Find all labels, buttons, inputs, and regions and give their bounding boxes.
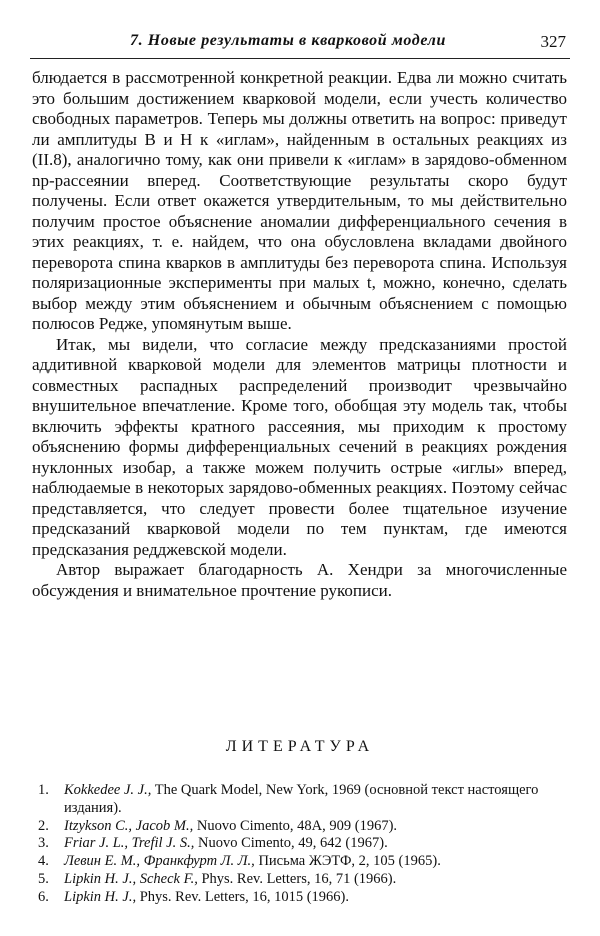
paragraph-acknowledgement: Автор выражает благодарность А. Хендри за многочисленные обсуждения и внимательное прочтение рукописи. [32, 560, 567, 600]
reference-source: Nuovo Cimento, 49, 642 (1967). [194, 835, 388, 852]
references-heading: ЛИТЕРАТУРА [225, 738, 375, 755]
reference-number: 2. [38, 817, 49, 834]
reference-number: 4. [38, 853, 49, 870]
reference-number: 6. [38, 888, 49, 905]
paragraph-summary: Итак, мы видели, что согласие между предсказаниями простой аддитивной кварковой модели для элементов матрицы плотности и совместных распадных распределений производит чрезвычайно внушительное впечатление. Кроме того, обобщая эту модель так, чтобы включить эффекты кратного рассеяния, мы приходим к простому объяснению формы дифференциальных сечений в реакциях рождения нуклонных изобар, а также можем получить острые «иглы» вперед, наблюдаемые в некоторых зарядово-обменных реакциях. Поэтому сейчас представляется, что следует провести более тщательное изучение предсказаний кварковой модели по тем пунктам, где имеются предсказания редджевской модели. [32, 334, 567, 559]
reference-item [38, 818, 568, 836]
reference-number: 3. [38, 835, 49, 852]
page-header [30, 30, 570, 59]
reference-authors: Itzykson C., Jacob M., [64, 817, 194, 834]
reference-source: The Quark Model, New York, 1969 (основной текст настоящего издания). [64, 782, 539, 816]
reference-source: Nuovo Cimento, 48A, 909 (1967). [193, 817, 398, 834]
reference-authors: Lipkin H. J., Scheck F., [64, 870, 198, 887]
running-head: 7. Новые результаты в кварковой модели [130, 32, 446, 49]
reference-item [38, 782, 568, 818]
reference-item [38, 889, 568, 907]
reference-item [38, 853, 568, 871]
reference-source: Phys. Rev. Letters, 16, 1015 (1966). [136, 888, 350, 905]
body-text [32, 68, 567, 601]
reference-authors: Lipkin H. J., [64, 888, 137, 905]
page-number: 327 [540, 32, 566, 51]
reference-authors: Friar J. L., Trefil J. S., [64, 835, 195, 852]
reference-item [38, 835, 568, 853]
reference-item [38, 871, 568, 889]
reference-authors: Kokkedee J. J., [64, 782, 152, 798]
paragraph-continued: блюдается в рассмотренной конкретной реакции. Едва ли можно считать это большим достижением кварковой модели, если учесть количество свободных параметров. Теперь мы должны ответить на вопрос: приведут ли амплитуды B и H к «иглам», найденным в остальных реакциях из (II.8), аналогично тому, как они привели к «иглам» в зарядово-обменном np-рассеянии вперед. Соответствующие результаты скоро будут получены. Если ответ окажется утвердительным, то мы действительно получим простое объяснение аномалии дифференциального сечения в этих реакциях, т. е. найдем, что она обусловлена вкладами двойного переворота спина кварков в амплитуды без переворота спина. Используя поляризационные эксперименты при малых t, можно, конечно, сделать выбор между этим объяснением и обычным объяснением с помощью полюсов Редже, упомянутым выше. [32, 68, 567, 333]
references-list [38, 782, 568, 907]
reference-authors: Левин Е. М., Франкфурт Л. Л., [64, 853, 255, 870]
reference-source: Письма ЖЭТФ, 2, 105 (1965). [254, 853, 441, 870]
reference-number: 1. [38, 782, 49, 798]
reference-number: 5. [38, 870, 49, 887]
reference-source: Phys. Rev. Letters, 16, 71 (1966). [197, 870, 397, 887]
